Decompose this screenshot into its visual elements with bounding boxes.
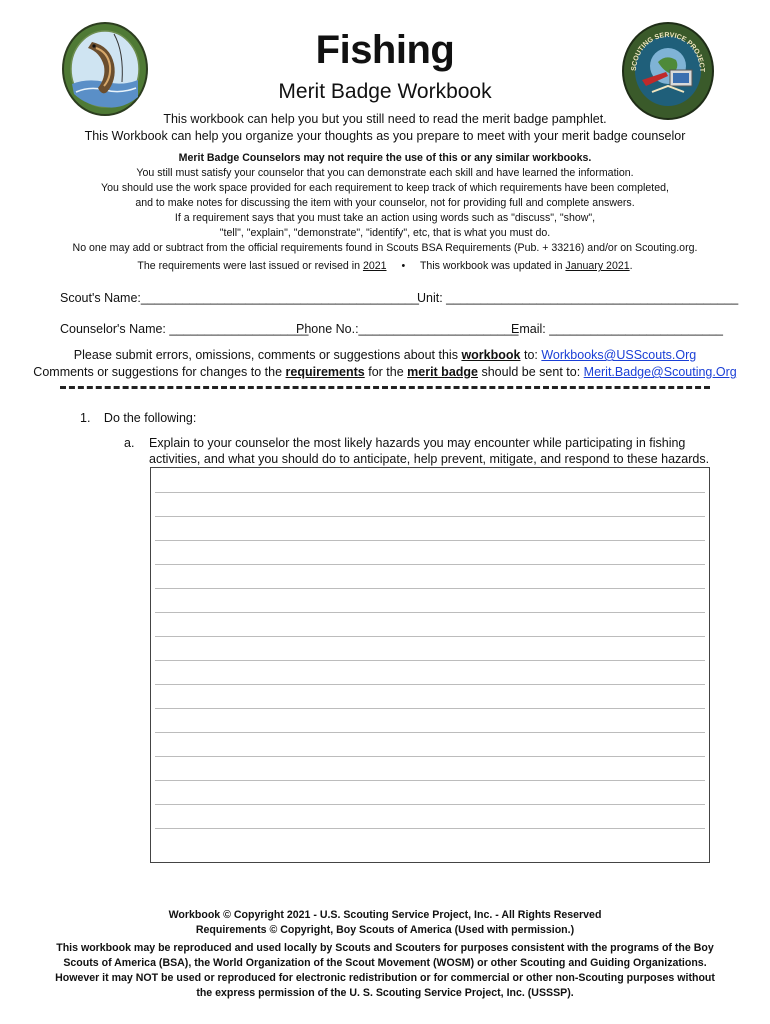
workbook-keyword: workbook [461,348,521,362]
answer-line [155,588,705,589]
contact-text: Comments or suggestions for changes to the [33,365,283,379]
answer-line [155,516,705,517]
usage-terms [0,941,770,1001]
copyright-line: Workbook © Copyright 2021 - U.S. Scouting Service Project, Inc. - All Rights Reserved [168,909,602,921]
updated-suffix: . [629,260,633,272]
intro-line: This workbook can help you but you still need to read the merit badge pamphlet. [163,112,607,126]
contact-text: should be sent to: [481,365,581,379]
counselor-notice [0,151,770,274]
counselor-name-field[interactable]: Counselor's Name: ____________________ [60,322,309,336]
requirement-text: Do the following: [103,411,197,425]
contact-to: to: [523,348,538,362]
copyright-line: Requirements © Copyright, Boy Scouts of America (Used with permission.) [195,924,575,936]
answer-line [155,780,705,781]
notice-line: "tell", "explain", "demonstrate", "identify", etc, that is what you must do. [219,227,551,239]
page-subtitle: Merit Badge Workbook [278,80,492,103]
usage-line: Scouts of America (BSA), the World Organization of the Scout Movement (WOSM) or other Scouting and Guiding Organizations. [63,957,707,969]
updated-label: This workbook was updated in [419,260,563,272]
answer-line [155,492,705,493]
answer-line [155,732,705,733]
merit-badge-keyword: merit badge [407,365,478,379]
notice-line: No one may add or subtract from the official requirements found in Scouts BSA Requirements (Pub. + 33216) and/or on Scouting.org. [72,242,698,254]
usage-line: However it may NOT be used or reproduced for electronic redistribution or for commercial or other non-Scouting purposes without [55,972,715,984]
answer-line [155,684,705,685]
answer-line [155,540,705,541]
notice-line: and to make notes for discussing the item with your counselor, not for providing full and complete answers. [135,197,635,209]
intro-text [0,111,770,145]
requirements-keyword: requirements [285,365,365,379]
page-title: Fishing [315,28,455,72]
contact-text: Please submit errors, omissions, comments or suggestions about this [73,348,458,362]
notice-line: You should use the work space provided for each requirement to keep track of which requirements have been completed, [101,182,669,194]
scout-name-field[interactable]: Scout's Name:________________________________________ [60,291,419,305]
answer-line [155,828,705,829]
requirement-1 [80,411,196,425]
requirement-letter: a. [124,436,135,450]
answer-line [155,660,705,661]
answer-line [155,636,705,637]
intro-line: This Workbook can help you organize your thoughts as you prepare to meet with your merit badge counselor [84,129,686,143]
contact-line-workbook [0,347,770,364]
notice-line: If a requirement says that you must take an action using words such as "discuss", "show", [174,212,596,224]
contact-text: for the [368,365,404,379]
answer-line [155,564,705,565]
requirement-subtext: Explain to your counselor the most likely hazards you may encounter while participating in fishing activities, and what you should do to anticipate, help prevent, mitigate, and respond to these hazards. [149,436,710,466]
answer-line [155,804,705,805]
answer-line [155,612,705,613]
copyright-block [0,908,770,938]
phone-field[interactable]: Phone No.:_______________________ [296,322,519,336]
bullet-separator: • [401,260,406,272]
usage-line: the express permission of the U. S. Scouting Service Project, Inc. (USSSP). [196,987,574,999]
merit-badge-email-link[interactable]: Merit.Badge@Scouting.Org [583,365,737,379]
answer-line [155,756,705,757]
issued-year: 2021 [362,260,387,272]
revision-info [0,259,770,274]
unit-field[interactable]: Unit: __________________________________________ [417,291,739,305]
updated-date: January 2021 [565,260,630,272]
answer-line [155,708,705,709]
notice-heading: Merit Badge Counselors may not require the use of this or any similar workbooks. [178,152,592,164]
contact-line-requirements [0,364,770,381]
workbooks-email-link[interactable]: Workbooks@USScouts.Org [541,348,697,362]
contact-info [0,347,770,381]
requirement-number: 1. [80,411,91,425]
email-field[interactable]: Email: _________________________ [511,322,723,336]
issued-label: The requirements were last issued or revised in [137,260,360,272]
answer-box[interactable] [150,467,710,863]
emblem-ring-text: SCOUTING SERVICE PROJECT [630,31,706,73]
usage-line: This workbook may be reproduced and used locally by Scouts and Scouters for purposes consistent with the programs of the Boy [56,942,714,954]
notice-line: You still must satisfy your counselor that you can demonstrate each skill and have learned the information. [136,167,634,179]
section-divider [60,386,710,389]
